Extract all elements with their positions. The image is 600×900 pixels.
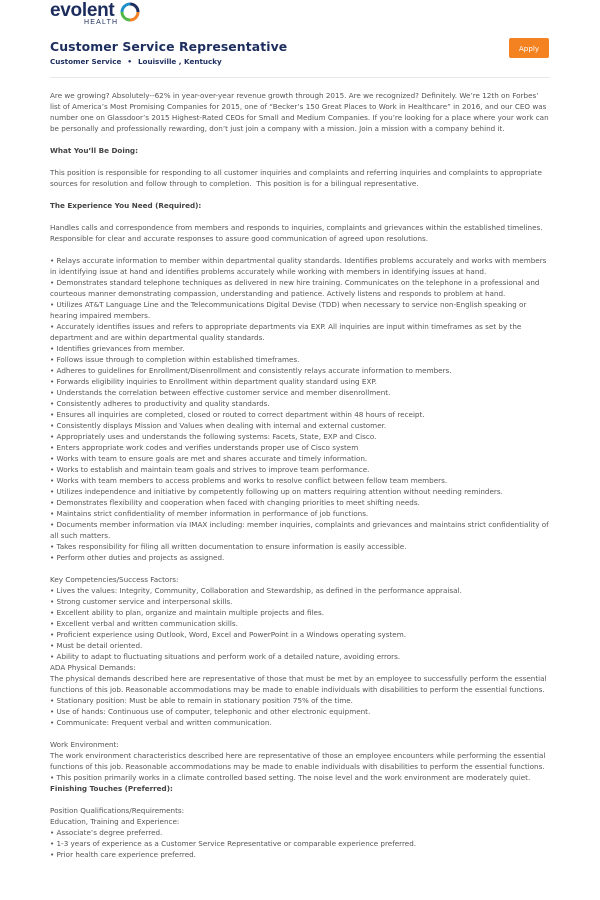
- list-item: • Consistently adheres to productivity and quality standards.: [50, 399, 270, 408]
- environment-heading: Work Environment:: [50, 740, 119, 749]
- list-item: • Demonstrates flexibility and cooperation when faced with changing priorities to meet shifting needs.: [50, 498, 420, 507]
- qualifications-heading: Position Qualifications/Requirements:: [50, 806, 185, 815]
- list-item: • Utilizes AT&T Language Line and the Telecommunications Digital Devise (TDD) when necessary to service non-English speaking or hearing impaired members.: [50, 300, 529, 320]
- ada-heading: ADA Physical Demands:: [50, 663, 136, 672]
- competencies-heading: Key Competencies/Success Factors:: [50, 575, 179, 584]
- list-item: • Appropriately uses and understands the following systems: Facets, State, EXP and Cisco.: [50, 432, 377, 441]
- job-location: Louisville , Kentucky: [137, 57, 222, 66]
- education-heading: Education, Training and Experience:: [50, 817, 180, 826]
- list-item: • Must be detail oriented.: [50, 641, 143, 650]
- list-item: • Ensures all inquiries are completed, closed or routed to correct department within 48 hours of receipt.: [50, 410, 425, 419]
- evolent-ring-icon: [119, 1, 141, 23]
- list-item: • Proficient experience using Outlook, Word, Excel and PowerPoint in a Windows operating system.: [50, 630, 407, 639]
- list-item: • Documents member information via IMAX including: member inquiries, complaints and grievances and maintains strict confidentiality of all such matters.: [50, 520, 552, 540]
- environment-paragraph: The work environment characteristics described here are representative of those an employee encounters while performing the essential functions of this job. Reasonable accommodations may be made to enable individuals with disabilities to perform the essential functions.: [50, 751, 548, 771]
- duties-list: [50, 255, 550, 563]
- experience-heading: The Experience You Need (Required):: [50, 201, 202, 210]
- list-item: • Prior health care experience preferred.: [50, 850, 196, 859]
- doing-heading: What You’ll Be Doing:: [50, 146, 138, 155]
- experience-intro: Handles calls and correspondence from members and responds to inquiries, complaints and grievances within the established timelines. Responsible for clear and accurate responses to assure good communication of agreed upon resolutions.: [50, 223, 545, 243]
- list-item: • Accurately identifies issues and refers to appropriate departments via EXP. All inquiries are input within timeframes as set by the department and are within departmental quality standards.: [50, 322, 524, 342]
- doing-paragraph: This position is responsible for responding to all customer inquiries and complaints and referring inquiries and complaints to appropriate sources for resolution and follow through to completion. This position is for a bilingual representative.: [50, 168, 545, 188]
- finishing-heading: Finishing Touches (Preferred):: [50, 784, 173, 793]
- job-department: Customer Service: [50, 57, 122, 66]
- list-item: • Works to establish and maintain team goals and strives to improve team performance.: [50, 465, 370, 474]
- list-item: • Associate’s degree preferred.: [50, 828, 163, 837]
- list-item: • Utilizes independence and initiative by competently following up on matters requiring attention without needing reminders.: [50, 487, 503, 496]
- ada-paragraph: The physical demands described here are representative of those that must be met by an employee to successfully perform the essential functions of this job. Reasonable accommodations may be made to enable individuals with disabilities to perform the essential functions.: [50, 674, 549, 694]
- competencies-list: [50, 585, 550, 662]
- environment-item: • This position primarily works in a climate controlled based setting. The noise level and the work environment are moderately quiet.: [50, 773, 531, 782]
- list-item: • Ability to adapt to fluctuating situations and perform work of a detailed nature, avoiding errors.: [50, 652, 401, 661]
- list-item: • Follows issue through to completion within established timeframes.: [50, 355, 300, 364]
- list-item: • Takes responsibility for filing all written documentation to ensure information is easily accessible.: [50, 542, 407, 551]
- list-item: • 1-3 years of experience as a Customer Service Representative or comparable experience preferred.: [50, 839, 417, 848]
- logo-subtitle: HEALTH: [84, 19, 119, 26]
- list-item: • Enters appropriate work codes and verifies understands proper use of Cisco system: [50, 443, 359, 452]
- job-description: [50, 90, 550, 860]
- list-item: • Understands the correlation between effective customer service and member disenrollment.: [50, 388, 391, 397]
- list-item: • Adheres to guidelines for Enrollment/Disenrollment and consistently relays accurate information to members.: [50, 366, 452, 375]
- job-title: Customer Service Representative: [50, 39, 288, 54]
- list-item: • Excellent verbal and written communication skills.: [50, 619, 238, 628]
- meta-separator: •: [127, 57, 132, 66]
- ada-list: [50, 695, 550, 728]
- apply-button[interactable]: Apply: [509, 38, 549, 58]
- list-item: • Perform other duties and projects as assigned.: [50, 553, 225, 562]
- list-item: • Strong customer service and interpersonal skills.: [50, 597, 233, 606]
- list-item: • Demonstrates standard telephone techniques as delivered in new hire training. Communicates on the telephone in a professional and courteous manner demonstrating compassion, understanding and patience. Actively listens and responds to problem at hand.: [50, 278, 542, 298]
- list-item: • Works with team to ensure goals are met and shares accurate and timely information.: [50, 454, 368, 463]
- list-item: • Relays accurate information to member within departmental quality standards. Identifies problems accurately and works with members in identifying issue at hand and identifies problems accurately while working with members in identifying issues at hand.: [50, 256, 549, 276]
- evolent-health-logo[interactable]: [50, 0, 141, 24]
- logo-wordmark: evolent: [50, 0, 115, 21]
- list-item: • Identifies grievances from member.: [50, 344, 185, 353]
- list-item: • Forwards eligibility inquiries to Enrollment within department quality standard using EXP.: [50, 377, 377, 386]
- list-item: • Excellent ability to plan, organize and maintain multiple projects and files.: [50, 608, 324, 617]
- list-item: • Use of hands: Continuous use of computer, telephonic and other electronic equipment.: [50, 707, 371, 716]
- qualifications-list: [50, 827, 550, 860]
- list-item: • Lives the values: Integrity, Community, Collaboration and Stewardship, as defined in the performance appraisal.: [50, 586, 462, 595]
- header-divider: [50, 77, 550, 78]
- list-item: • Works with team members to access problems and works to resolve conflict between fellow team members.: [50, 476, 448, 485]
- intro-paragraph: Are we growing? Absolutely--62% in year-over-year revenue growth through 2015. Are we recognized? Definitely. We’re 12th on Forbes’ list of America’s Most Promising Companies for 2015, one of “Becker’s 150 Great Places to Work in Healthcare” in 2016, and our CEO was number one on Glassdoor’s 2015 Highest-Rated CEOs for Small and Medium Companies. If you’re looking for a place where your work can be personally and professionally rewarding, don’t just join a company with a mission. Join a mission with a company behind it.: [50, 91, 551, 133]
- list-item: • Communicate: Frequent verbal and written communication.: [50, 718, 272, 727]
- list-item: • Consistently displays Mission and Values when dealing with internal and external customer.: [50, 421, 387, 430]
- list-item: • Maintains strict confidentiality of member information in performance of job functions.: [50, 509, 369, 518]
- list-item: • Stationary position: Must be able to remain in stationary position 75% of the time.: [50, 696, 353, 705]
- job-meta: [50, 57, 222, 66]
